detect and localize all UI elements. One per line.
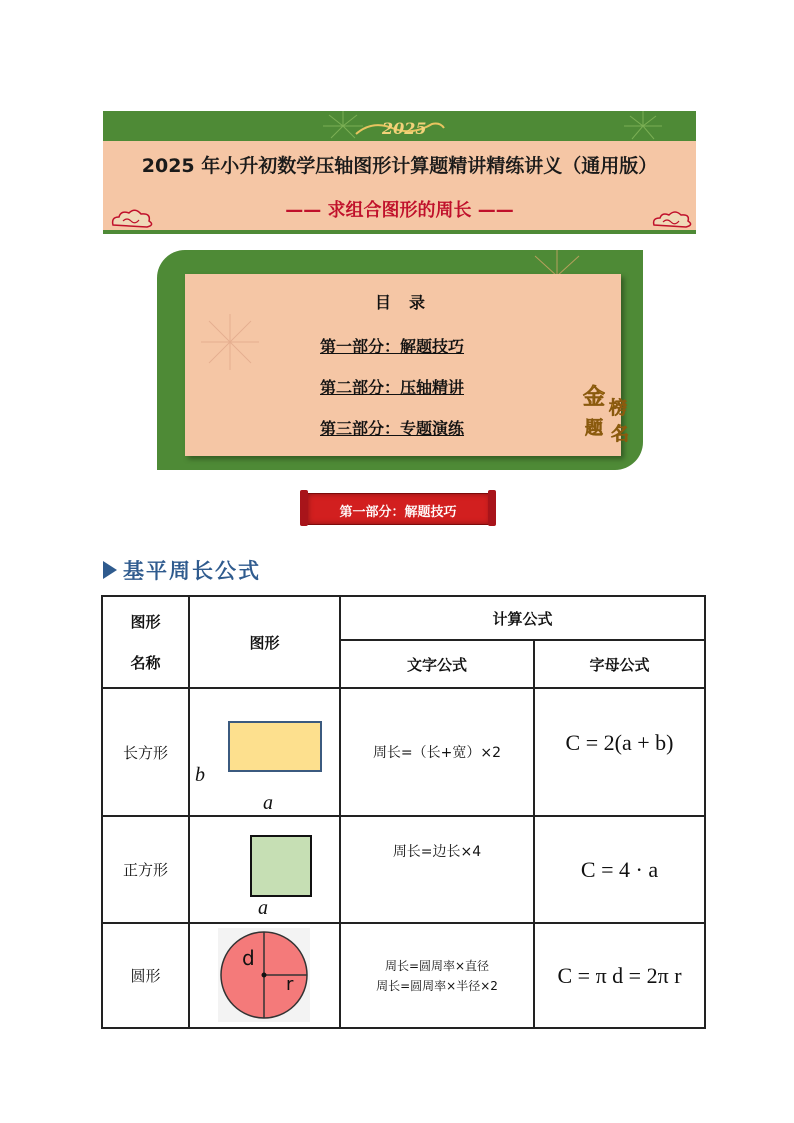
svg-text:名: 名 <box>611 424 629 444</box>
circle-letter-formula: C = π d = 2π r <box>557 962 682 988</box>
svg-text:金: 金 <box>583 384 606 410</box>
auspicious-cloud-icon <box>650 209 694 229</box>
header-shape-name <box>103 597 188 687</box>
circle-diagram <box>218 928 310 1022</box>
header-name-line2: 名称 <box>130 654 161 672</box>
section-heading-text: 基平周长公式 <box>123 559 261 583</box>
header-formula: 计算公式 <box>492 609 553 628</box>
circle-figure <box>190 924 339 1027</box>
rectangle-label-a: a <box>263 792 273 814</box>
document-subtitle: —— 求组合图形的周长 —— <box>285 200 514 221</box>
perimeter-formula-table <box>101 595 706 1029</box>
header-figure: 图形 <box>249 633 280 652</box>
title-banner <box>103 111 696 234</box>
golden-calligraphy-icon <box>581 378 639 444</box>
section-heading <box>103 556 261 584</box>
square-letter-formula: C = 4 · a <box>580 856 659 882</box>
svg-text:2025: 2025 <box>381 119 427 138</box>
square-label-a: a <box>258 897 268 919</box>
rectangle-label-b: b <box>195 764 205 786</box>
banner-green-edge <box>103 230 696 234</box>
circle-label-d: d <box>242 946 255 970</box>
svg-text:榜: 榜 <box>609 398 627 419</box>
circle-label-r: r <box>286 974 294 995</box>
firework-decoration <box>313 111 373 141</box>
row-rectangle-name: 长方形 <box>122 743 168 762</box>
toc-item-part-one[interactable]: 第一部分：解题技巧 <box>320 337 465 356</box>
rectangle-shape <box>228 721 322 772</box>
section-part-one-banner <box>300 490 496 526</box>
square-shape <box>250 835 312 897</box>
header-word-formula: 文字公式 <box>406 655 467 674</box>
document-title: 2025 年小升初数学压轴图形计算题精讲精练讲义（通用版） <box>141 155 658 177</box>
svg-text:题: 题 <box>585 418 603 439</box>
auspicious-cloud-icon <box>109 207 155 229</box>
toc-item-part-two[interactable]: 第二部分：压轴精讲 <box>320 378 465 397</box>
firework-decoration <box>618 111 668 141</box>
row-square-name: 正方形 <box>122 861 168 879</box>
section-tag-label: 第一部分：解题技巧 <box>339 505 457 520</box>
circle-word-formula-line2: 周长=圆周率×半径×2 <box>376 978 498 993</box>
square-word-formula: 周长=边长×4 <box>392 844 482 860</box>
rectangle-word-formula: 周长=（长+宽）×2 <box>372 745 502 761</box>
circle-word-formula <box>341 924 533 1027</box>
rectangle-letter-formula: C = 2(a + b) <box>565 730 674 755</box>
toc-item-part-three[interactable]: 第三部分：专题演练 <box>320 419 465 438</box>
toc-heading: 目录 <box>374 293 443 312</box>
arrow-bullet-icon <box>103 561 117 579</box>
firework-decoration <box>197 312 263 372</box>
header-name-line1: 图形 <box>130 613 161 631</box>
square-figure <box>190 817 339 922</box>
header-letter-formula: 字母公式 <box>589 655 650 674</box>
table-of-contents <box>157 250 643 470</box>
rectangle-figure <box>190 689 339 815</box>
row-circle-name: 圆形 <box>130 967 161 985</box>
circle-word-formula-line1: 周长=圆周率×直径 <box>384 958 490 973</box>
